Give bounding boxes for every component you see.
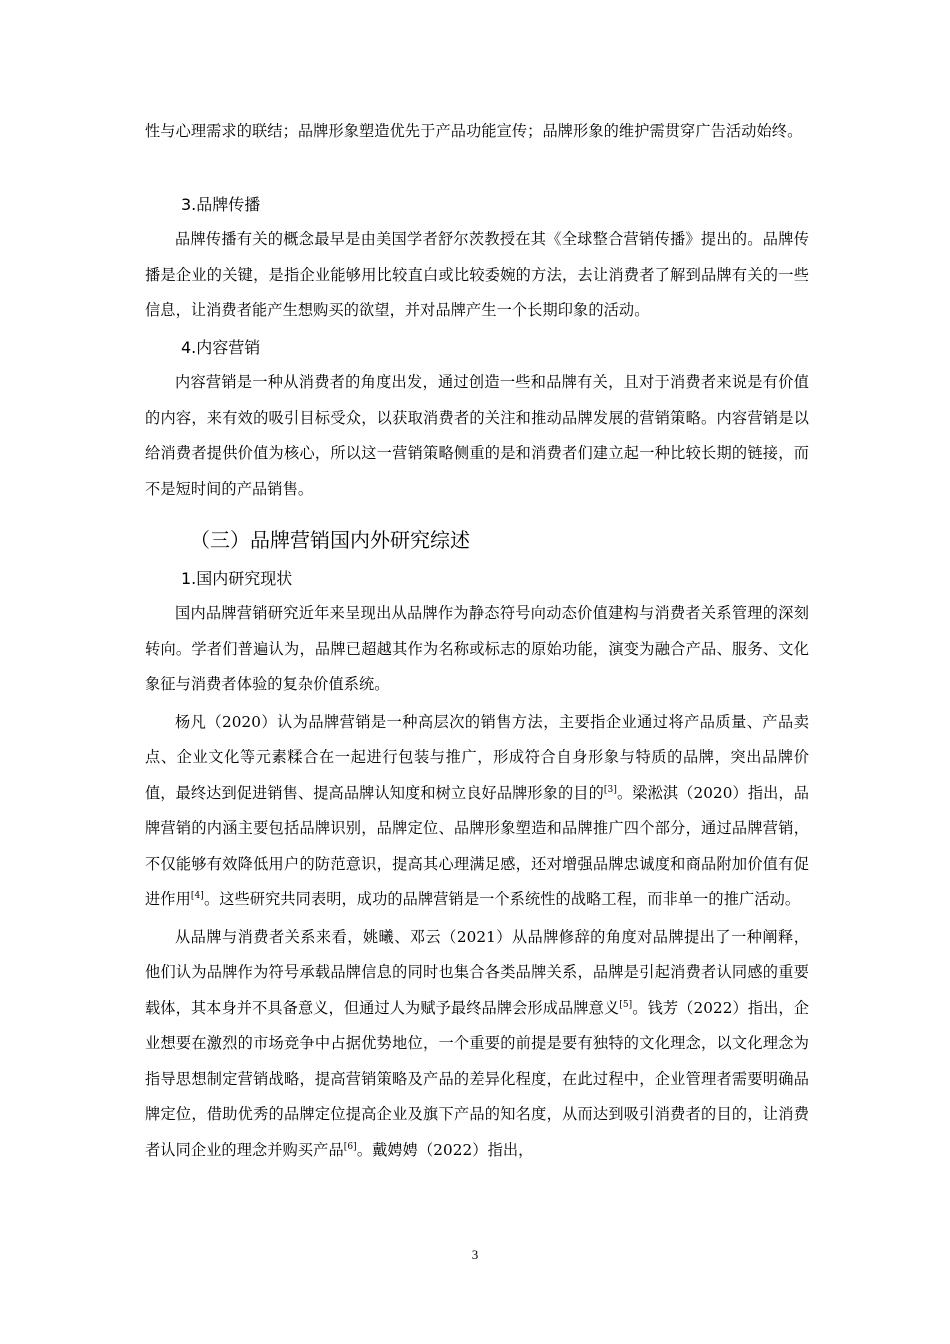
heading-content-marketing: 4.内容营销 [181, 338, 261, 357]
paragraph-content-marketing: 内容营销是一种从消费者的角度出发，通过创造一些和品牌有关，且对于消费者来说是有价值的内容，来有效的吸引目标受众，以获取消费者的关注和推动品牌发展的营销策略。内容营销是以给消费者提供价值为核心，所以这一营销策略侧重的是和消费者们建立起一种比较长期的链接，而不是短时间的产品销售。 [145, 373, 809, 498]
text-block-2 [145, 188, 809, 329]
text-block-4 [145, 520, 809, 1168]
citation-3: [3] [603, 784, 617, 795]
paragraph-continued: 性与心理需求的联结；品牌形象塑造优先于产品功能宣传；品牌形象的维护需贯穿广告活动始终。 [145, 122, 803, 140]
citation-6: [6] [343, 1141, 357, 1152]
heading-brand-communication: 3.品牌传播 [181, 195, 261, 214]
text-block-3 [145, 331, 809, 507]
paragraph-yang-fan-text-c: 。这些研究共同表明，成功的品牌营销是一个系统性的战略工程，而非单一的推广活动。 [203, 890, 801, 908]
citation-5: [5] [619, 999, 633, 1010]
citation-4: [4] [190, 891, 204, 901]
heading-section-3: （三）品牌营销国内外研究综述 [190, 528, 470, 552]
text-block-1 [145, 114, 809, 150]
heading-domestic-research: 1.国内研究现状 [181, 569, 293, 588]
paragraph-yao-xi-text-a: 从品牌与消费者关系来看，姚曦、邓云（2021）从品牌修辞的角度对品牌提出了一种阐释，他们认为品牌作为符号承载品牌信息的同时也集合各类品牌关系，品牌是引起消费者认同感的重要载体，其本身并不具备意义，但通过人为赋予最终品牌会形成品牌意义 [145, 927, 809, 1017]
paragraph-brand-communication: 品牌传播有关的概念最早是由美国学者舒尔茨教授在其《全球整合营销传播》提出的。品牌传播是企业的关键，是指企业能够用比较直白或比较委婉的方法，去让消费者了解到品牌有关的一些信息，让消费者能产生想购买的欲望，并对品牌产生一个长期印象的活动。 [145, 230, 809, 319]
paragraph-yang-fan [145, 705, 809, 918]
page-number: 3 [471, 1247, 479, 1262]
paragraph-yang-fan-text-a: 杨凡（2020）认为品牌营销是一种高层次的销售方法，主要指企业通过将产品质量、产品卖点、企业文化等元素糅合在一起进行包装与推广，形成符合自身形象与特质的品牌，突出品牌价值，最终达到促进销售、提高品牌认知度和树立良好品牌形象的目的 [145, 712, 809, 802]
paragraph-yao-xi [145, 920, 809, 1169]
paragraph-yao-xi-text-c: 。戴娉娉（2022）指出， [356, 1140, 534, 1159]
paragraph-yang-fan-text-b: 。梁淞淇（2020）指出，品牌营销的内涵主要包括品牌识别，品牌定位、品牌形象塑造和品牌推广四个部分，通过品牌营销，不仅能够有效降低用户的防范意识，提高其心理满足感，还对增强品牌忠诚度和商品附加价值有促进作用 [145, 783, 809, 908]
paragraph-domestic-overview: 国内品牌营销研究近年来呈现出从品牌作为静态符号向动态价值建构与消费者关系管理的深刻转向。学者们普遍认为，品牌已超越其作为名称或标志的原始功能，演变为融合产品、服务、文化象征与消费者体验的复杂价值系统。 [145, 604, 809, 693]
paragraph-yao-xi-text-b: 。钱芳（2022）指出，企业想要在激烈的市场竞争中占据优势地位，一个重要的前提是要有独特的文化理念，以文化理念为指导思想制定营销战略，提高营销策略及产品的差异化程度，在此过程中，企业管理者需要明确品牌定位，借助优秀的品牌定位提高企业及旗下产品的知名度，从而达到吸引消费者的目的，让消费者认同企业的理念并购买产品 [145, 998, 809, 1159]
